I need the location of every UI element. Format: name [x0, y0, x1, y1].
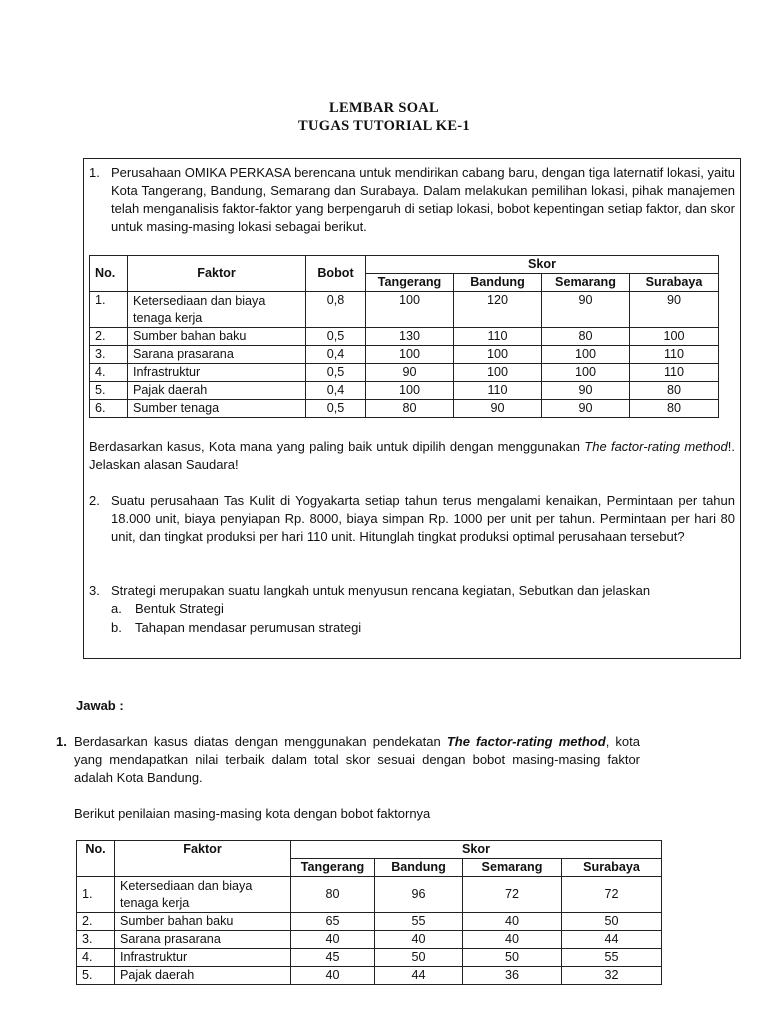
- cell-score: 72: [463, 877, 562, 913]
- cell-score: 40: [463, 931, 562, 949]
- answer-text-end: , kota yang mendapatkan nilai terbaik dalam total skor sesuai dengan bobot masing-masing faktor adalah Kota Bandung.: [74, 734, 640, 785]
- table-row: [90, 382, 719, 400]
- cell-bobot: 0,5: [306, 328, 366, 346]
- cell-score: 45: [291, 949, 375, 967]
- col-city-header: Semarang: [463, 859, 562, 877]
- table-row: [77, 877, 662, 913]
- cell-faktor: Ketersediaan dan biaya tenaga kerja: [128, 292, 306, 328]
- cell-faktor: Sumber bahan baku: [128, 328, 306, 346]
- cell-no: 2.: [90, 328, 128, 346]
- cell-bobot: 0,4: [306, 346, 366, 364]
- col-city-header: Bandung: [375, 859, 463, 877]
- cell-score: 100: [366, 382, 454, 400]
- cell-score: 80: [630, 400, 719, 418]
- table-row: [77, 967, 662, 985]
- cell-no: 3.: [90, 346, 128, 364]
- table-row: [77, 913, 662, 931]
- cell-score: 44: [562, 931, 662, 949]
- cell-score: 90: [630, 292, 719, 328]
- table-row: [77, 949, 662, 967]
- cell-bobot: 0,8: [306, 292, 366, 328]
- table-row: [90, 400, 719, 418]
- cell-score: 40: [375, 931, 463, 949]
- cell-score: 100: [366, 292, 454, 328]
- cell-score: 100: [630, 328, 719, 346]
- col-faktor-header: Faktor: [128, 256, 306, 292]
- cell-score: 100: [454, 346, 542, 364]
- cell-no: 5.: [90, 382, 128, 400]
- cell-bobot: 0,5: [306, 364, 366, 382]
- cell-score: 100: [542, 364, 630, 382]
- cell-score: 130: [366, 328, 454, 346]
- cell-score: 80: [366, 400, 454, 418]
- cell-faktor: Ketersediaan dan biaya tenaga kerja: [115, 877, 291, 913]
- cell-score: 80: [630, 382, 719, 400]
- cell-score: 90: [542, 292, 630, 328]
- cell-score: 100: [366, 346, 454, 364]
- cell-faktor: Infrastruktur: [128, 364, 306, 382]
- table-row: [90, 346, 719, 364]
- cell-faktor: Sarana prasarana: [128, 346, 306, 364]
- cell-faktor: Sumber bahan baku: [115, 913, 291, 931]
- question-3b-label: b.: [111, 620, 122, 635]
- cell-no: 5.: [77, 967, 115, 985]
- document-subtitle: TUGAS TUTORIAL KE-1: [298, 118, 470, 134]
- question-1-number: 1.: [89, 165, 100, 180]
- col-city-header: Semarang: [542, 274, 630, 292]
- cell-score: 90: [542, 400, 630, 418]
- cell-score: 120: [454, 292, 542, 328]
- question-3b-text: Tahapan mendasar perumusan strategi: [135, 620, 362, 635]
- cell-score: 44: [375, 967, 463, 985]
- followup-text-end: !. Jelaskan alasan Saudara!: [89, 439, 735, 472]
- question-2-text: Suatu perusahaan Tas Kulit di Yogyakarta setiap tahun terus mengalami kenaikan, Permintaan per tahun 18.000 unit, biaya penyiapan Rp. 8000, biaya simpan Rp. 1000 per unit per tahun. Permintaan per hari 80 unit, dan tingkat produksi per hari 110 unit. Hitunglah tingkat produksi optimal perusahaan tersebut?: [111, 493, 735, 544]
- cell-no: 4.: [90, 364, 128, 382]
- cell-score: 36: [463, 967, 562, 985]
- cell-score: 50: [375, 949, 463, 967]
- col-bobot-header: Bobot: [306, 256, 366, 292]
- followup-text: Berdasarkan kasus, Kota mana yang paling baik untuk dipilih dengan menggunakan: [89, 439, 585, 454]
- cell-score: 90: [366, 364, 454, 382]
- cell-score: 50: [463, 949, 562, 967]
- cell-no: 4.: [77, 949, 115, 967]
- cell-score: 72: [562, 877, 662, 913]
- cell-no: 3.: [77, 931, 115, 949]
- cell-no: 2.: [77, 913, 115, 931]
- question-1-text: Perusahaan OMIKA PERKASA berencana untuk mendirikan cabang baru, dengan tiga laternatif lokasi, yaitu Kota Tangerang, Bandung, Semarang dan Surabaya. Dalam melakukan pemilihan lokasi, pihak manajemen telah menganalisis faktor-faktor yang berpengaruh di setiap lokasi, bobot kepentingan setiap faktor, dan skor untuk masing-masing lokasi sebagai berikut.: [111, 165, 735, 234]
- question-3a-text: Bentuk Strategi: [135, 601, 224, 616]
- cell-score: 110: [454, 328, 542, 346]
- question-1-followup: [89, 438, 735, 474]
- table-row: [90, 364, 719, 382]
- cell-faktor: Sarana prasarana: [115, 931, 291, 949]
- cell-faktor: Sumber tenaga: [128, 400, 306, 418]
- cell-score: 32: [562, 967, 662, 985]
- question-3-number: 3.: [89, 583, 100, 598]
- cell-no: 1.: [90, 292, 128, 328]
- question-3a-label: a.: [111, 601, 122, 616]
- col-skor-header: Skor: [366, 256, 719, 274]
- cell-faktor: Pajak daerah: [128, 382, 306, 400]
- cell-score: 90: [542, 382, 630, 400]
- cell-bobot: 0,5: [306, 400, 366, 418]
- question-2-number: 2.: [89, 493, 100, 508]
- col-no-header: No.: [77, 841, 115, 877]
- col-city-header: Tangerang: [291, 859, 375, 877]
- col-city-header: Bandung: [454, 274, 542, 292]
- table-row: [90, 292, 719, 328]
- cell-score: 50: [562, 913, 662, 931]
- answer-1-text: [74, 733, 640, 787]
- followup-method: The factor-rating method: [584, 439, 728, 454]
- cell-score: 55: [375, 913, 463, 931]
- cell-no: 1.: [77, 877, 115, 913]
- answer-text: Berdasarkan kasus diatas dengan menggunakan pendekatan: [74, 734, 447, 749]
- question-3-text: Strategi merupakan suatu langkah untuk menyusun rencana kegiatan, Sebutkan dan jelaskan: [111, 583, 651, 598]
- answer-method: The factor-rating method: [446, 734, 606, 749]
- cell-no: 6.: [90, 400, 128, 418]
- cell-score: 100: [454, 364, 542, 382]
- col-skor-header: Skor: [291, 841, 662, 859]
- cell-score: 80: [291, 877, 375, 913]
- document-title: LEMBAR SOAL: [328, 100, 440, 116]
- cell-score: 110: [454, 382, 542, 400]
- col-city-header: Surabaya: [630, 274, 719, 292]
- col-city-header: Tangerang: [366, 274, 454, 292]
- table-row: [77, 931, 662, 949]
- cell-score: 100: [542, 346, 630, 364]
- col-no-header: No.: [90, 256, 128, 292]
- cell-score: 110: [630, 346, 719, 364]
- weighted-score-table: [76, 840, 662, 985]
- cell-faktor: Infrastruktur: [115, 949, 291, 967]
- cell-score: 96: [375, 877, 463, 913]
- answer-intro: Berikut penilaian masing-masing kota dengan bobot faktornya: [74, 806, 431, 821]
- cell-score: 80: [542, 328, 630, 346]
- cell-score: 40: [463, 913, 562, 931]
- cell-score: 40: [291, 967, 375, 985]
- col-faktor-header: Faktor: [115, 841, 291, 877]
- cell-score: 40: [291, 931, 375, 949]
- cell-bobot: 0,4: [306, 382, 366, 400]
- factor-table: [89, 255, 719, 418]
- table-row: [90, 328, 719, 346]
- cell-score: 110: [630, 364, 719, 382]
- answer-label: Jawab :: [76, 698, 124, 713]
- cell-score: 55: [562, 949, 662, 967]
- cell-faktor: Pajak daerah: [115, 967, 291, 985]
- cell-score: 65: [291, 913, 375, 931]
- col-city-header: Surabaya: [562, 859, 662, 877]
- cell-score: 90: [454, 400, 542, 418]
- answer-1-number: 1.: [56, 734, 67, 749]
